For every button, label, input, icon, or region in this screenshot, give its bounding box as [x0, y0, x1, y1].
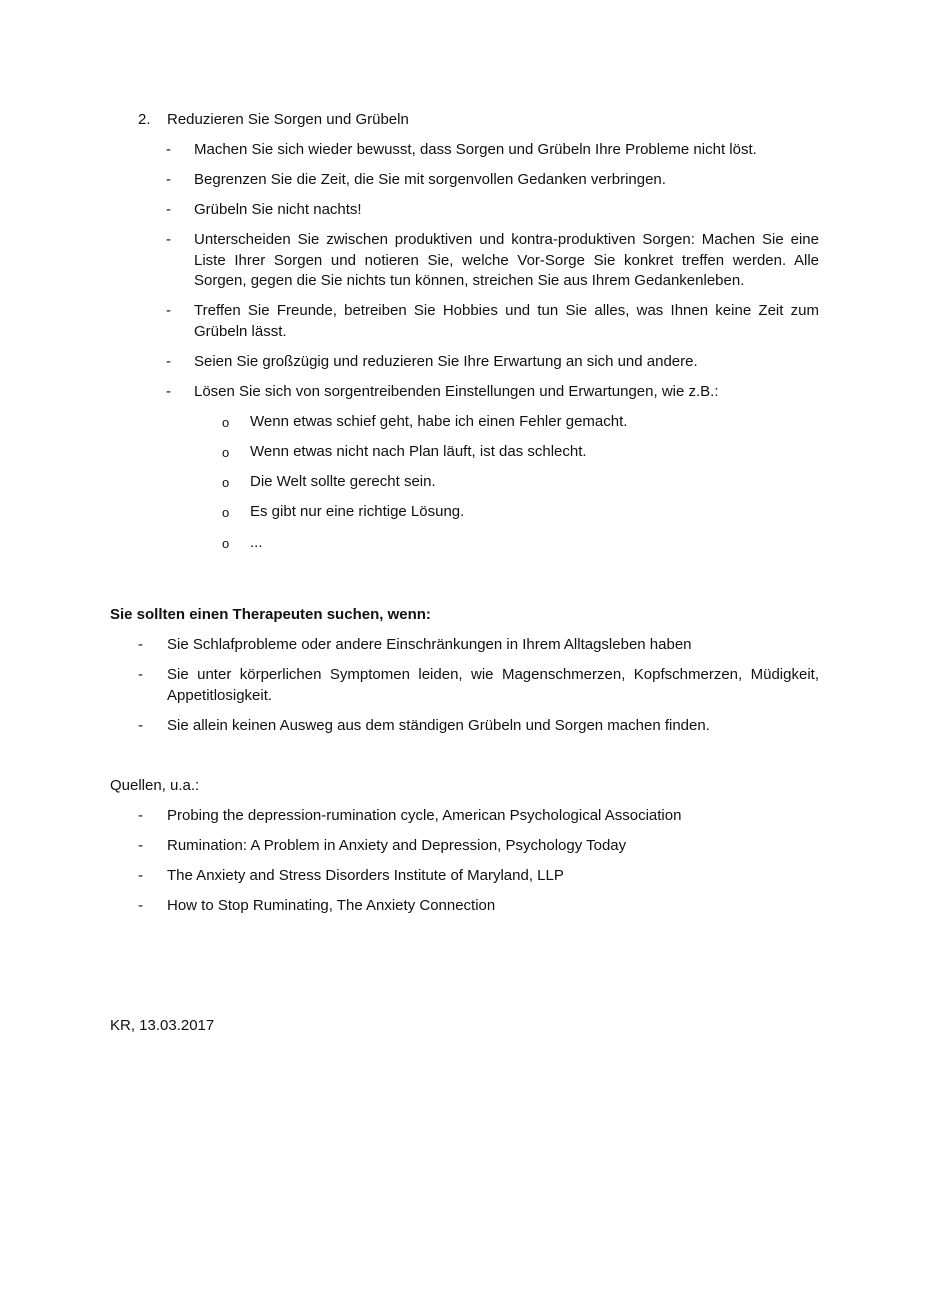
- bullet-dash: -: [138, 807, 143, 824]
- bullet-dash: -: [138, 636, 143, 653]
- section-number: 2.: [138, 111, 151, 128]
- list-item: Grübeln Sie nicht nachts!: [194, 201, 362, 218]
- bullet-dash: -: [166, 302, 171, 319]
- list-item: Seien Sie großzügig und reduzieren Sie Ihre Erwartung an sich und andere.: [194, 353, 698, 370]
- bullet-dash: -: [138, 666, 143, 683]
- sub-list-item: Wenn etwas schief geht, habe ich einen Fehler gemacht.: [250, 413, 628, 430]
- list-item: Treffen Sie Freunde, betreiben Sie Hobbies und tun Sie alles, was Ihnen keine Zeit zum Grübeln lässt.: [194, 302, 819, 340]
- bullet-circle: o: [222, 536, 230, 551]
- bullet-circle: o: [222, 505, 230, 520]
- section-heading: Reduzieren Sie Sorgen und Grübeln: [167, 111, 409, 128]
- list-item: Sie Schlafprobleme oder andere Einschränkungen in Ihrem Alltagsleben haben: [167, 636, 692, 653]
- bullet-dash: -: [166, 141, 171, 158]
- bullet-dash: -: [138, 867, 143, 884]
- list-item: Begrenzen Sie die Zeit, die Sie mit sorgenvollen Gedanken verbringen.: [194, 171, 666, 188]
- bullet-dash: -: [138, 717, 143, 734]
- bullet-dash: -: [166, 171, 171, 188]
- bullet-dash: -: [138, 837, 143, 854]
- bullet-circle: o: [222, 445, 230, 460]
- source-item: Probing the depression-rumination cycle, American Psychological Association: [167, 807, 682, 824]
- bullet-circle: o: [222, 415, 230, 430]
- bullet-circle: o: [222, 475, 230, 490]
- source-item: Rumination: A Problem in Anxiety and Depression, Psychology Today: [167, 837, 627, 854]
- list-item: Sie unter körperlichen Symptomen leiden, wie Magenschmerzen, Kopfschmerzen, Müdigkeit, Appetitlosigkeit.: [167, 666, 819, 704]
- bullet-dash: -: [166, 353, 171, 370]
- bullet-dash: -: [166, 383, 171, 400]
- sub-list-item: ...: [250, 534, 263, 551]
- bullet-dash: -: [166, 231, 171, 248]
- list-item: Sie allein keinen Ausweg aus dem ständigen Grübeln und Sorgen machen finden.: [167, 717, 710, 734]
- list-item: Unterscheiden Sie zwischen produktiven und kontra-produktiven Sorgen: Machen Sie eine Liste Ihrer Sorgen und notieren Sie, welche Vor-Sorge Sie konkret treffen werden. Alle Sorgen, gegen die Sie nichts tun können, streichen Sie aus Ihrem Gedankenleben.: [194, 231, 819, 289]
- source-item: The Anxiety and Stress Disorders Institute of Maryland, LLP: [167, 867, 564, 884]
- therapist-heading: Sie sollten einen Therapeuten suchen, wenn:: [110, 606, 431, 623]
- list-item: Machen Sie sich wieder bewusst, dass Sorgen und Grübeln Ihre Probleme nicht löst.: [194, 141, 757, 158]
- bullet-dash: -: [138, 897, 143, 914]
- source-item: How to Stop Ruminating, The Anxiety Connection: [167, 897, 496, 914]
- list-item: Lösen Sie sich von sorgentreibenden Einstellungen und Erwartungen, wie z.B.:: [194, 383, 719, 400]
- sub-list-item: Es gibt nur eine richtige Lösung.: [250, 503, 465, 520]
- sources-heading: Quellen, u.a.:: [110, 777, 200, 794]
- signature-date: KR, 13.03.2017: [110, 1017, 215, 1034]
- sub-list-item: Wenn etwas nicht nach Plan läuft, ist das schlecht.: [250, 443, 587, 460]
- sub-list-item: Die Welt sollte gerecht sein.: [250, 473, 436, 490]
- bullet-dash: -: [166, 201, 171, 218]
